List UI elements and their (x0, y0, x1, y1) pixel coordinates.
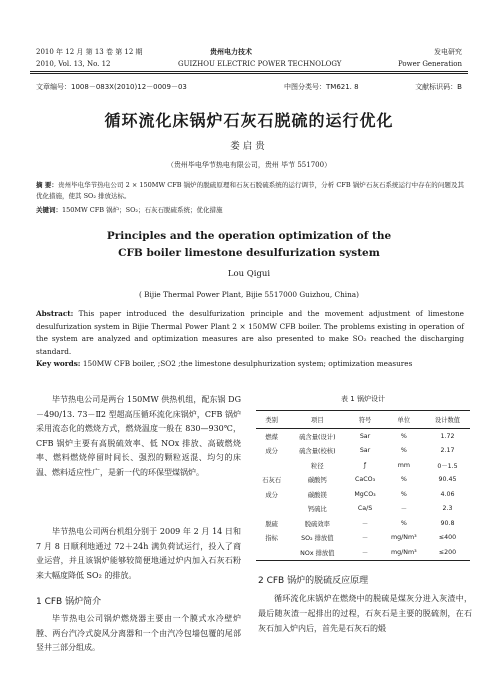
title-en-line2: CFB boiler limestone desulfurization system (118, 247, 380, 259)
table-header-cell: 单位 (383, 411, 425, 429)
section-2-text: 循环流化床锅炉在燃烧中的脱硫是煤灰分进入灰渣中，最后随灰渣一起排出的过程，石灰石是主要的脱硫剂，在石灰石加入炉内后，首先是石灰石的煅 (258, 594, 472, 633)
table-cell: 成分 (265, 491, 278, 499)
page-title: 循环流化床锅炉石灰石脱硫的运行优化 (104, 111, 394, 130)
table-row (256, 429, 470, 444)
table-cell: 0－1.5 (437, 462, 458, 470)
column-name-en: Power Generation (397, 60, 462, 68)
column-name-cn: 发电研究 (434, 48, 462, 56)
section-1-text: 毕节热电公司锅炉燃烧器主要由一个膜式水冷壁炉膛、两台汽冷式旋风分离器和一个由汽冷包墙包覆的尾部竖井三部分组成。 (36, 614, 241, 653)
table-cell: mg/Nm³ (391, 534, 417, 542)
abstract-en-label: Abstract: (36, 309, 74, 318)
table-row (256, 458, 470, 473)
table-cell: % (400, 432, 407, 440)
table-cell (256, 502, 287, 517)
table-cell: 2.17 (440, 447, 455, 455)
table-cell: 燃煤 (265, 433, 278, 441)
keywords-cn-text: 150MW CFB 锅炉；SO₂；石灰石脱硫系统；优化措施 (62, 206, 223, 214)
table-row (256, 487, 470, 502)
table-cell: NOx 排放值 (287, 545, 347, 560)
table-cell: 碳酸钙 (307, 477, 327, 485)
section-1-heading: 1 CFB 锅炉简介 (36, 597, 102, 607)
abstract-cn (36, 180, 464, 202)
table-cell: 钙硫比 (307, 506, 327, 514)
table-cell: CaCO₃ (354, 476, 376, 484)
table-row (256, 545, 470, 560)
table-cell: 90.8 (440, 519, 455, 527)
journal-name-cn: 贵州电力技术 (210, 48, 252, 56)
table-header-cell: 符号 (347, 411, 382, 429)
table-cell: － (400, 506, 407, 514)
journal-name-en: GUIZHOU ELECTRIC POWER TECHNOLOGY (178, 60, 342, 68)
table-cell: 硫含量(设计) (299, 433, 336, 441)
table-cell: % (400, 519, 407, 527)
table-cell: SO₂ 排放值 (301, 535, 334, 543)
header-rule (30, 71, 468, 72)
table-cell: 粒径 (311, 462, 324, 470)
table-cell: － (347, 545, 382, 560)
table-cell: 脱硫 (265, 520, 278, 528)
table-cell: 90.45 (438, 476, 457, 484)
keywords-en-text: 150MW CFB boiler, ;SO2 ;the limestone desulphurization system; optimization measures (82, 359, 413, 368)
table-cell: 石灰石 (262, 477, 282, 485)
table-cell: 硫含量(校核) (299, 448, 336, 456)
intro-paragraph-2: 毕节热电公司两台机组分别于 2009 年 2 月 14 日和 7 月 8 日顺利地通过 72＋24h 满负荷试运行，投入了商业运营，并且该锅炉能够较简便地通过炉内加入石灰石粉来大幅度降低 SO₂ 的排放。 (36, 527, 241, 580)
table-cell: Ca/S (357, 505, 373, 513)
table-header-cell: 设计数值 (425, 411, 470, 429)
abstract-en (36, 308, 464, 358)
abstract-en-text: This paper introduced the desulfurization principle and the movement adjustment of limestone desulfurization system in Bijie Thermal Power Plant 2 × 150MW CFB boiler. The problems existing in operation of the system are analyzed and optimization measures are also presented to make SO₂ reached the discharging standard. (36, 309, 464, 356)
boiler-design-table (256, 410, 470, 561)
table-header-cell: 类别 (256, 411, 287, 429)
table-cell: mm (397, 461, 410, 469)
table-cell: % (400, 476, 407, 484)
abstract-cn-text: 贵州毕电华节热电公司 2 × 150MW CFB 锅炉的脱硫原理和石灰石脱硫系统的运行调节，分析 CFB 锅炉石灰石系统运行中存在的问题及其优化措施，使其 SO₂ 排放达标。 (36, 181, 465, 200)
table-cell: 指标 (265, 535, 278, 543)
table-header-cell: 项目 (287, 411, 347, 429)
table-cell: ≤200 (425, 545, 470, 560)
table-cell: － (361, 535, 369, 543)
table-row (256, 516, 470, 531)
table-cell: mg/Nm³ (383, 545, 425, 560)
keywords-en-label: Key words: (36, 359, 81, 368)
table-cell (256, 458, 287, 473)
table-cell: Sar (359, 447, 371, 455)
table-cell: % (400, 490, 407, 498)
table-row (256, 444, 470, 459)
table-caption: 表 1 锅炉设计 (341, 395, 385, 403)
table-cell: 成分 (265, 448, 278, 456)
table-row (256, 531, 470, 546)
table-row (256, 502, 470, 517)
abstract-cn-label: 摘 要： (36, 181, 58, 189)
table-cell: Sar (359, 432, 371, 440)
document-code: 文献标识码：B (415, 83, 462, 91)
author-en: Lou Qigui (227, 269, 271, 279)
affiliation-en: ( Bijie Thermal Power Plant, Bijie 5517000 Guizhou, China) (138, 290, 360, 299)
table-cell: 脱硫效率 (304, 520, 330, 528)
header-rule-2 (30, 73, 468, 74)
table-cell: MgCO₃ (354, 490, 376, 498)
table-cell: ≤400 (438, 534, 457, 542)
affiliation-cn: （贵州毕电华节热电有限公司，贵州 毕节 551700） (166, 161, 332, 169)
table-cell: % (400, 447, 407, 455)
table-cell: － (361, 520, 369, 528)
table-cell: 1.72 (440, 432, 455, 440)
keywords-cn (36, 205, 464, 216)
classification-number: 中图分类号：TM621. 8 (284, 83, 359, 91)
table-cell: ƒ (363, 461, 367, 469)
table-cell: 2.3 (442, 505, 453, 513)
table-row (256, 473, 470, 488)
table-cell (256, 545, 287, 560)
article-number: 文章编号：1008－083X(2010)12－0009－03 (36, 83, 187, 91)
keywords-cn-label: 关键词： (36, 206, 62, 214)
table-cell: 4.06 (440, 490, 455, 498)
table-cell: 碳酸镁 (307, 491, 327, 499)
title-en-line1: Principles and the operation optimization of the (106, 230, 392, 242)
author-cn: 娄启贵 (230, 141, 268, 152)
keywords-en (36, 358, 464, 371)
table-header-row (256, 411, 470, 429)
section-2-heading: 2 CFB 锅炉的脱硫反应原理 (258, 576, 369, 586)
journal-issue-cn: 2010 年 12 月 第 13 卷 第 12 期 (36, 48, 143, 56)
journal-issue-en: 2010, Vol. 13, No. 12 (36, 60, 111, 68)
intro-paragraph-1: 毕节热电公司是两台 150MW 供热机组，配东锅 DG－490/13. 73－Ⅱ2 型超高压循环流化床锅炉，CFB 锅炉采用流态化的燃烧方式，燃烧温度一般在 830—930℃，CFB 锅炉主要有高脱硫效率、低 NOx 排放、高破燃烧率、燃料燃烧停留时间长、强烈的颗粒返混、均匀的床温、燃料适应性广，是新一代的环保型煤锅炉。 (36, 395, 241, 477)
